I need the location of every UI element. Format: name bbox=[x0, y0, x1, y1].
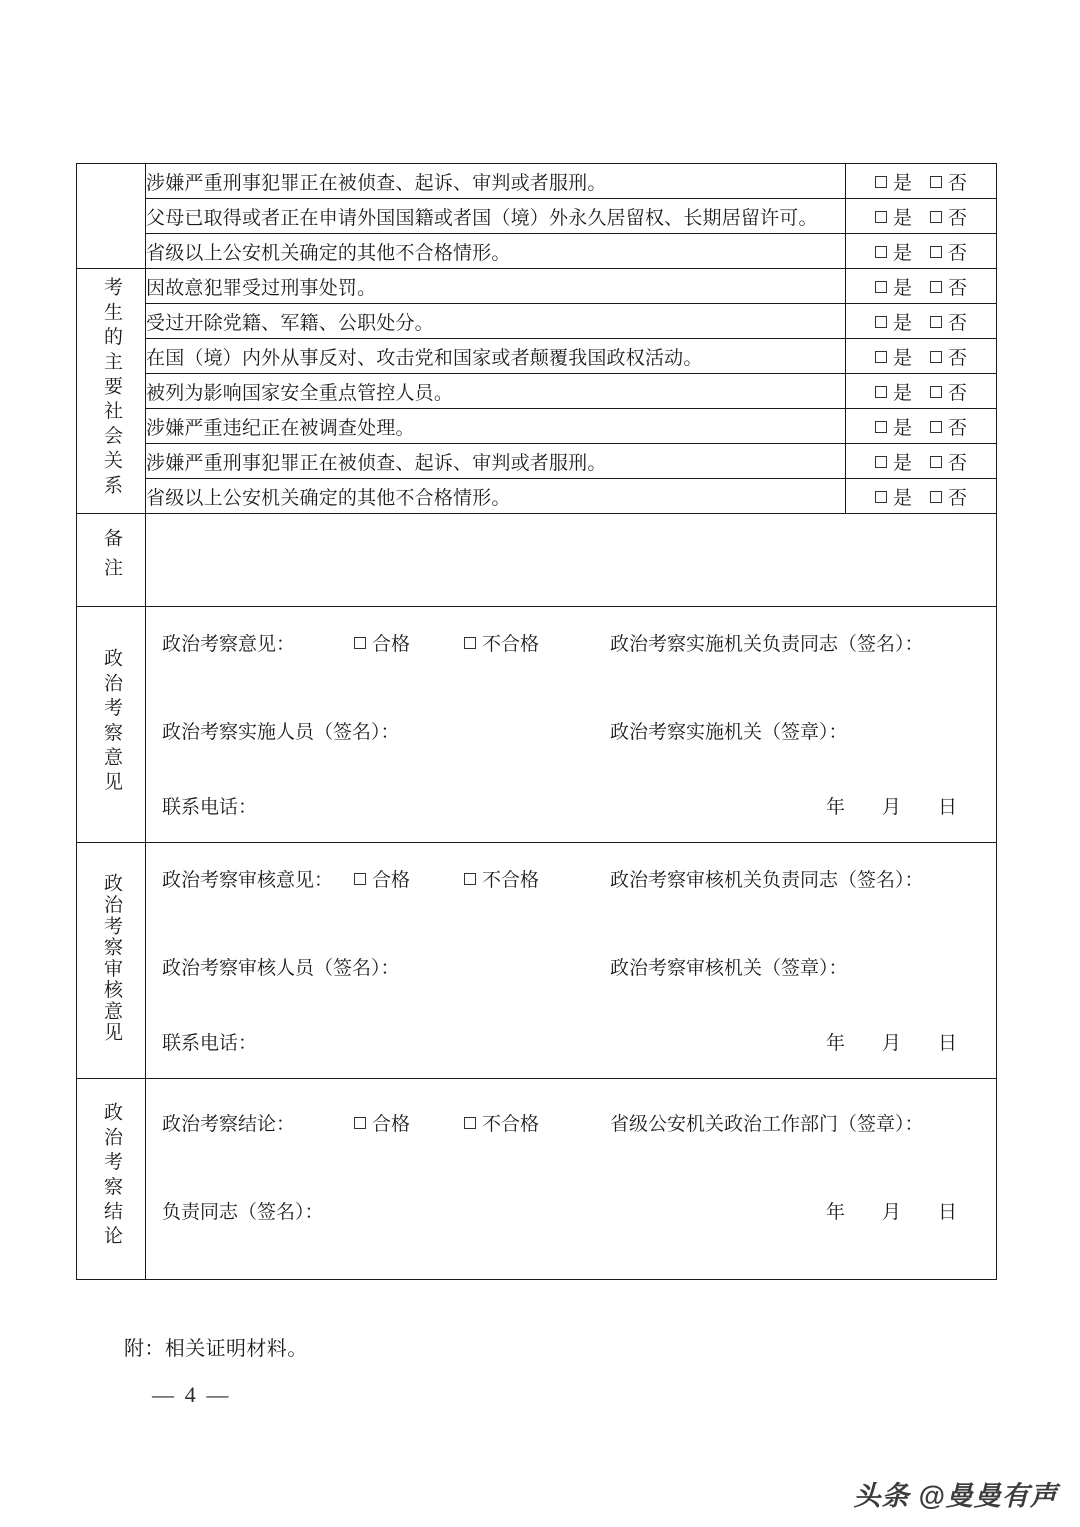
question-text: 被列为影响国家安全重点管控人员。 bbox=[146, 374, 846, 409]
yes-option[interactable] bbox=[875, 273, 912, 300]
checkbox-icon[interactable] bbox=[930, 491, 942, 503]
table-row bbox=[77, 607, 997, 843]
yes-label: 是 bbox=[892, 487, 912, 509]
no-option[interactable] bbox=[930, 448, 967, 475]
month-label: 月 bbox=[882, 1202, 902, 1223]
year-label: 年 bbox=[826, 1202, 846, 1223]
conclusion-agency-seal-label: 省级公安机关政治工作部门（签章）： bbox=[610, 1114, 924, 1135]
yes-option[interactable] bbox=[875, 413, 912, 440]
checkbox-icon[interactable] bbox=[930, 421, 942, 433]
review-opinion-field-label: 政治考察审核意见： bbox=[162, 870, 334, 891]
yes-label: 是 bbox=[892, 417, 912, 439]
day-label: 日 bbox=[938, 797, 958, 818]
no-label: 否 bbox=[948, 487, 968, 509]
yes-no-choice-cell bbox=[846, 269, 997, 304]
yes-no-choice-cell bbox=[846, 409, 997, 444]
table-row bbox=[77, 514, 997, 607]
no-label: 否 bbox=[948, 312, 968, 334]
inspection-agency-seal-label: 政治考察实施机关（签章）： bbox=[610, 722, 848, 743]
yes-no-choice-cell bbox=[846, 234, 997, 269]
no-option[interactable] bbox=[930, 483, 967, 510]
no-label: 否 bbox=[948, 382, 968, 404]
inspection-opinion-label: 政治考察意见 bbox=[100, 647, 122, 797]
yes-no-choice-cell bbox=[846, 164, 997, 199]
no-option[interactable] bbox=[930, 238, 967, 265]
inspection-officer-signature-label: 政治考察实施人员（签名）： bbox=[162, 722, 400, 743]
inspection-phone-label: 联系电话： bbox=[162, 797, 258, 818]
checkbox-icon[interactable] bbox=[464, 1117, 476, 1129]
table-row bbox=[77, 479, 997, 514]
inspection-head-signature-label: 政治考察实施机关负责同志（签名）： bbox=[610, 634, 924, 655]
review-pass-option[interactable] bbox=[354, 865, 410, 892]
conclusion-responsible-signature-label: 负责同志（签名）： bbox=[162, 1202, 324, 1223]
fail-label: 不合格 bbox=[482, 870, 540, 891]
no-option[interactable] bbox=[930, 378, 967, 405]
remark-input-area[interactable] bbox=[146, 514, 997, 607]
question-text: 在国（境）内外从事反对、攻击党和国家或者颠覆我国政权活动。 bbox=[146, 339, 846, 374]
no-label: 否 bbox=[948, 207, 968, 229]
question-text: 父母已取得或者正在申请外国国籍或者国（境）外永久居留权、长期居留许可。 bbox=[146, 199, 846, 234]
checkbox-icon[interactable] bbox=[875, 246, 887, 258]
inspection-date-line bbox=[808, 792, 976, 819]
yes-label: 是 bbox=[892, 382, 912, 404]
watermark: 头条 @曼曼有声 bbox=[853, 1481, 1058, 1511]
yes-option[interactable] bbox=[875, 483, 912, 510]
pass-label: 合格 bbox=[372, 1114, 411, 1135]
table-row bbox=[77, 409, 997, 444]
checkbox-icon[interactable] bbox=[875, 421, 887, 433]
conclusion-pass-option[interactable] bbox=[354, 1109, 410, 1136]
question-text: 省级以上公安机关确定的其他不合格情形。 bbox=[146, 479, 846, 514]
yes-option[interactable] bbox=[875, 343, 912, 370]
no-option[interactable] bbox=[930, 168, 967, 195]
no-label: 否 bbox=[948, 417, 968, 439]
no-option[interactable] bbox=[930, 343, 967, 370]
yes-no-choice-cell bbox=[846, 444, 997, 479]
no-label: 否 bbox=[948, 347, 968, 369]
question-text: 涉嫌严重刑事犯罪正在被侦查、起诉、审判或者服刑。 bbox=[146, 164, 846, 199]
table-row bbox=[77, 1079, 997, 1280]
conclusion-date-line bbox=[808, 1197, 976, 1224]
checkbox-icon[interactable] bbox=[930, 386, 942, 398]
yes-no-choice-cell bbox=[846, 479, 997, 514]
review-agency-seal-label: 政治考察审核机关（签章）： bbox=[610, 958, 848, 979]
month-label: 月 bbox=[882, 1033, 902, 1054]
remark-label-cell bbox=[77, 514, 146, 607]
table-row bbox=[77, 374, 997, 409]
review-head-signature-label: 政治考察审核机关负责同志（签名）： bbox=[610, 870, 924, 891]
no-option[interactable] bbox=[930, 413, 967, 440]
checkbox-icon[interactable] bbox=[354, 637, 366, 649]
checkbox-icon[interactable] bbox=[875, 351, 887, 363]
review-opinion-label-cell bbox=[77, 843, 146, 1079]
checkbox-icon[interactable] bbox=[930, 316, 942, 328]
table-row bbox=[77, 304, 997, 339]
checkbox-icon[interactable] bbox=[354, 873, 366, 885]
checkbox-icon[interactable] bbox=[930, 351, 942, 363]
table-row bbox=[77, 234, 997, 269]
review-phone-label: 联系电话： bbox=[162, 1033, 258, 1054]
no-label: 否 bbox=[948, 277, 968, 299]
checkbox-icon[interactable] bbox=[464, 637, 476, 649]
checkbox-icon[interactable] bbox=[930, 246, 942, 258]
no-option[interactable] bbox=[930, 308, 967, 335]
conclusion-label: 政治考察结论 bbox=[100, 1102, 122, 1251]
yes-no-choice-cell bbox=[846, 374, 997, 409]
checkbox-icon[interactable] bbox=[354, 1117, 366, 1129]
yes-label: 是 bbox=[892, 242, 912, 264]
no-option[interactable] bbox=[930, 273, 967, 300]
fail-label: 不合格 bbox=[482, 634, 540, 655]
political-review-form-table bbox=[76, 163, 997, 1280]
yes-label: 是 bbox=[892, 347, 912, 369]
year-label: 年 bbox=[826, 797, 846, 818]
year-label: 年 bbox=[826, 1033, 846, 1054]
checkbox-icon[interactable] bbox=[875, 281, 887, 293]
no-option[interactable] bbox=[930, 203, 967, 230]
table-row bbox=[77, 164, 997, 199]
continued-label-cell bbox=[77, 164, 146, 269]
review-date-line bbox=[808, 1028, 976, 1055]
yes-option[interactable] bbox=[875, 168, 912, 195]
day-label: 日 bbox=[938, 1202, 958, 1223]
checkbox-icon[interactable] bbox=[930, 281, 942, 293]
checkbox-icon[interactable] bbox=[875, 176, 887, 188]
question-text: 涉嫌严重违纪正在被调查处理。 bbox=[146, 409, 846, 444]
yes-label: 是 bbox=[892, 277, 912, 299]
checkbox-icon[interactable] bbox=[930, 176, 942, 188]
question-text: 受过开除党籍、军籍、公职处分。 bbox=[146, 304, 846, 339]
yes-option[interactable] bbox=[875, 448, 912, 475]
conclusion-label-cell bbox=[77, 1079, 146, 1280]
question-text: 因故意犯罪受过刑事处罚。 bbox=[146, 269, 846, 304]
fail-label: 不合格 bbox=[482, 1114, 540, 1135]
table-row bbox=[77, 269, 997, 304]
table-row bbox=[77, 444, 997, 479]
question-text: 省级以上公安机关确定的其他不合格情形。 bbox=[146, 234, 846, 269]
inspection-opinion-field-label: 政治考察意见： bbox=[162, 634, 296, 655]
yes-option[interactable] bbox=[875, 238, 912, 265]
no-label: 否 bbox=[948, 452, 968, 474]
inspection-pass-option[interactable] bbox=[354, 629, 410, 656]
conclusion-area bbox=[146, 1079, 997, 1280]
yes-no-choice-cell bbox=[846, 304, 997, 339]
pass-label: 合格 bbox=[372, 634, 411, 655]
checkbox-icon[interactable] bbox=[464, 873, 476, 885]
table-row bbox=[77, 843, 997, 1079]
yes-label: 是 bbox=[892, 452, 912, 474]
month-label: 月 bbox=[882, 797, 902, 818]
yes-label: 是 bbox=[892, 172, 912, 194]
no-label: 否 bbox=[948, 242, 968, 264]
remark-label: 备注 bbox=[100, 528, 122, 587]
review-officer-signature-label: 政治考察审核人员（签名）： bbox=[162, 958, 400, 979]
yes-option[interactable] bbox=[875, 378, 912, 405]
review-opinion-area bbox=[146, 843, 997, 1079]
table-row bbox=[77, 339, 997, 374]
social-relations-label: 考生的主要社会关系 bbox=[100, 277, 122, 500]
checkbox-icon[interactable] bbox=[875, 316, 887, 328]
checkbox-icon[interactable] bbox=[875, 211, 887, 223]
checkbox-icon[interactable] bbox=[875, 456, 887, 468]
review-fail-option[interactable] bbox=[464, 865, 539, 892]
no-label: 否 bbox=[948, 172, 968, 194]
social-relations-label-cell bbox=[77, 269, 146, 514]
yes-label: 是 bbox=[892, 312, 912, 334]
question-text: 涉嫌严重刑事犯罪正在被侦查、起诉、审判或者服刑。 bbox=[146, 444, 846, 479]
table-row bbox=[77, 199, 997, 234]
checkbox-icon[interactable] bbox=[875, 491, 887, 503]
pass-label: 合格 bbox=[372, 870, 411, 891]
yes-no-choice-cell bbox=[846, 339, 997, 374]
conclusion-field-label: 政治考察结论： bbox=[162, 1114, 296, 1135]
yes-option[interactable] bbox=[875, 203, 912, 230]
checkbox-icon[interactable] bbox=[875, 386, 887, 398]
checkbox-icon[interactable] bbox=[930, 456, 942, 468]
conclusion-fail-option[interactable] bbox=[464, 1109, 539, 1136]
inspection-fail-option[interactable] bbox=[464, 629, 539, 656]
review-opinion-label: 政治考察审核意见 bbox=[100, 872, 122, 1044]
page-number: — 4 — bbox=[152, 1382, 232, 1407]
yes-option[interactable] bbox=[875, 308, 912, 335]
yes-no-choice-cell bbox=[846, 199, 997, 234]
inspection-opinion-area bbox=[146, 607, 997, 843]
attachment-note: 附：相关证明材料。 bbox=[124, 1338, 308, 1360]
checkbox-icon[interactable] bbox=[930, 211, 942, 223]
yes-label: 是 bbox=[892, 207, 912, 229]
day-label: 日 bbox=[938, 1033, 958, 1054]
inspection-opinion-label-cell bbox=[77, 607, 146, 843]
